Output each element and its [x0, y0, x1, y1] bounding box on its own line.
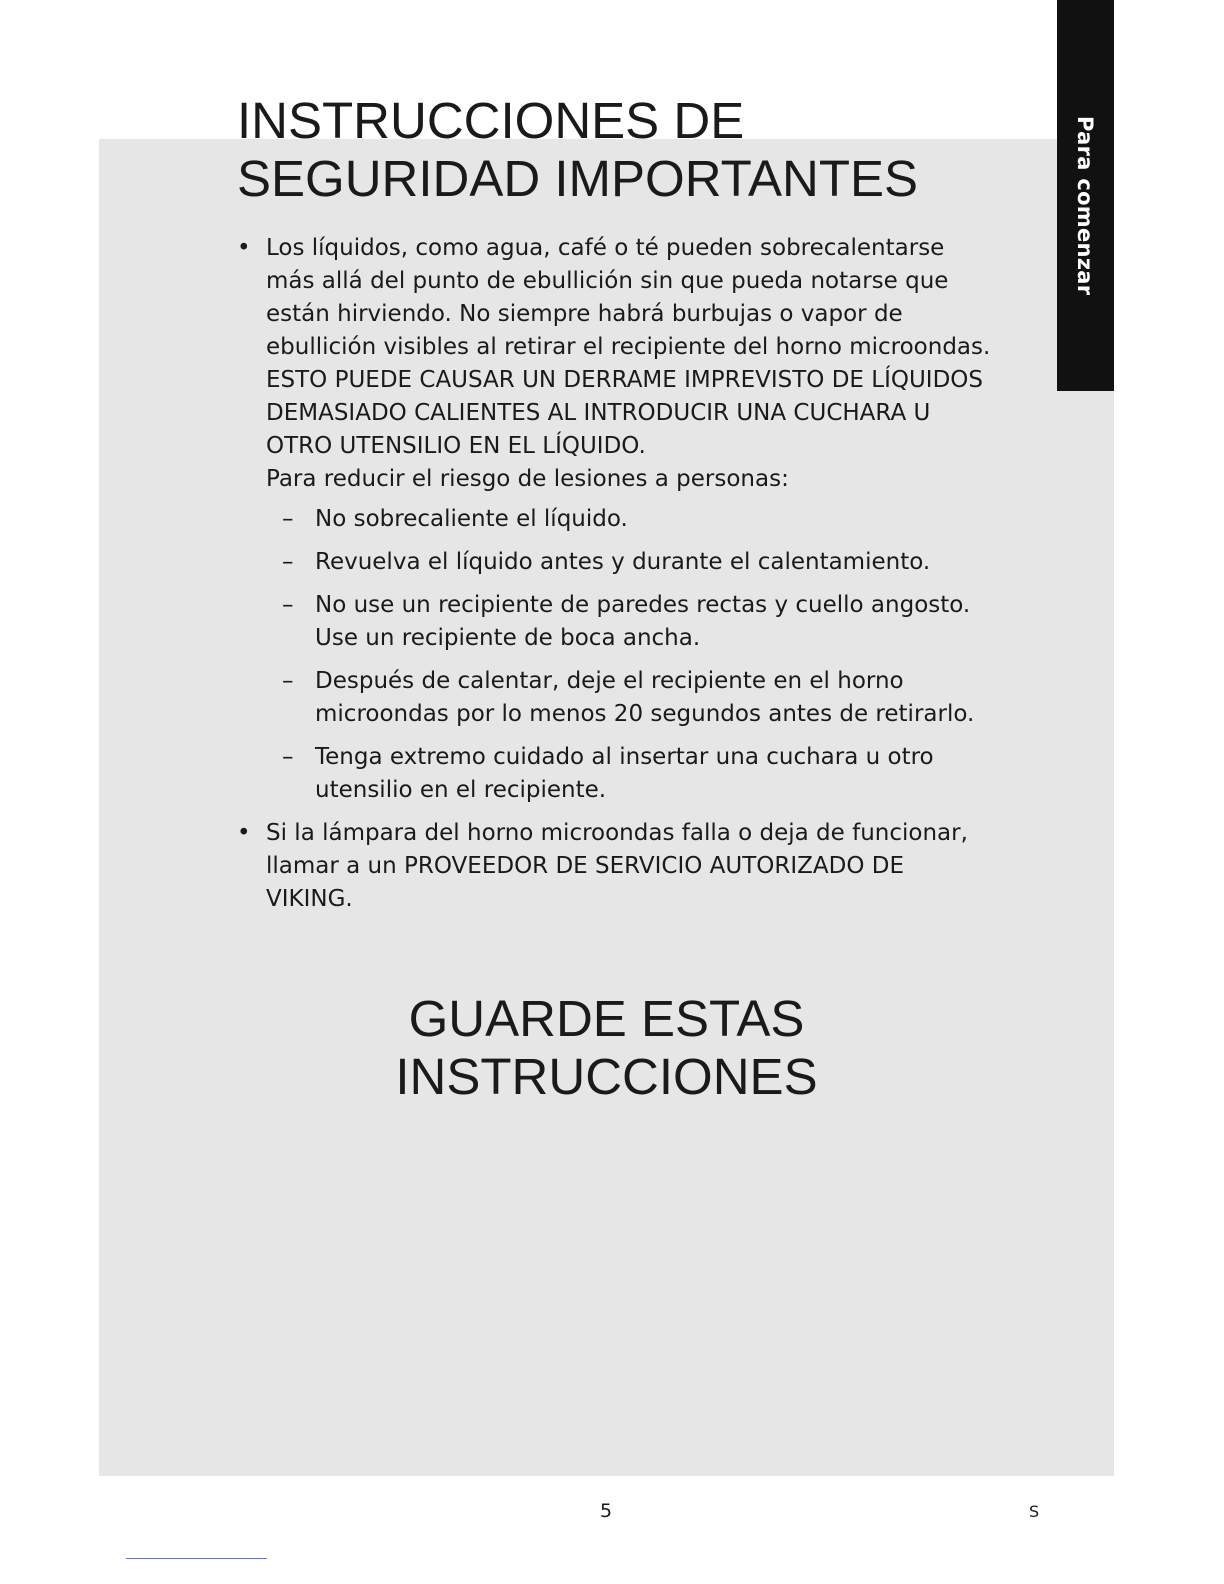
dash-text: Revuelva el líquido antes y durante el calentamiento. [315, 549, 931, 575]
dash-icon: – [282, 592, 294, 618]
dash-item [266, 503, 997, 536]
dash-list [266, 503, 997, 807]
dash-text: Tenga extremo cuidado al insertar una cuchara u otro utensilio en el recipiente. [315, 744, 934, 803]
dash-item [266, 741, 997, 807]
dash-icon: – [282, 549, 294, 575]
page-title-line-1: INSTRUCCIONES DE [237, 92, 745, 149]
dash-icon: – [282, 506, 294, 532]
language-code: S [1029, 1502, 1040, 1521]
bullet-list [237, 232, 997, 916]
dash-item [266, 665, 997, 731]
dash-text: No use un recipiente de paredes rectas y cuello angosto. Use un recipiente de boca ancha. [315, 592, 971, 651]
save-instructions-line-2: INSTRUCCIONES [395, 1048, 818, 1105]
dash-item [266, 546, 997, 579]
bullet-icon: • [237, 235, 251, 261]
dash-text: Después de calentar, deje el recipiente en el horno microondas por lo menos 20 segundos antes de retirarlo. [315, 668, 975, 727]
dash-icon: – [282, 744, 294, 770]
page-title [237, 92, 918, 208]
bullet-item-liquids [237, 232, 997, 807]
save-instructions-heading [99, 990, 1114, 1106]
page-title-line-2: SEGURIDAD IMPORTANTES [237, 150, 919, 207]
bullet-item-lamp [237, 817, 997, 916]
bullet-subtext: Para reducir el riesgo de lesiones a personas: [266, 466, 789, 492]
bullet-text: Los líquidos, como agua, café o té pueden sobrecalentarse más allá del punto de ebullición sin que pueda notarse que están hirviendo. No siempre habrá burbujas o vapor de ebullición visibles al retirar el recipiente del horno microondas. ESTO PUEDE CAUSAR UN DERRAME IMPREVISTO DE LÍQUIDOS DEMASIADO CALIENTES AL INTRODUCIR UNA CUCHARA U OTRO UTENSILIO EN EL LÍQUIDO. [266, 235, 991, 459]
dash-text: No sobrecaliente el líquido. [315, 506, 628, 532]
save-instructions-line-1: GUARDE ESTAS [408, 990, 805, 1047]
link-underline [126, 1558, 267, 1559]
bullet-text: Si la lámpara del horno microondas falla o deja de funcionar, llamar a un PROVEEDOR DE SERVICIO AUTORIZADO DE VIKING. [266, 820, 968, 912]
page-number: 5 [599, 1500, 613, 1522]
bullet-icon: • [237, 820, 251, 846]
instructions-body [237, 232, 997, 916]
dash-item [266, 589, 997, 655]
section-tab [1057, 0, 1114, 391]
section-tab-label: Para comenzar [1073, 116, 1097, 296]
dash-icon: – [282, 668, 294, 694]
